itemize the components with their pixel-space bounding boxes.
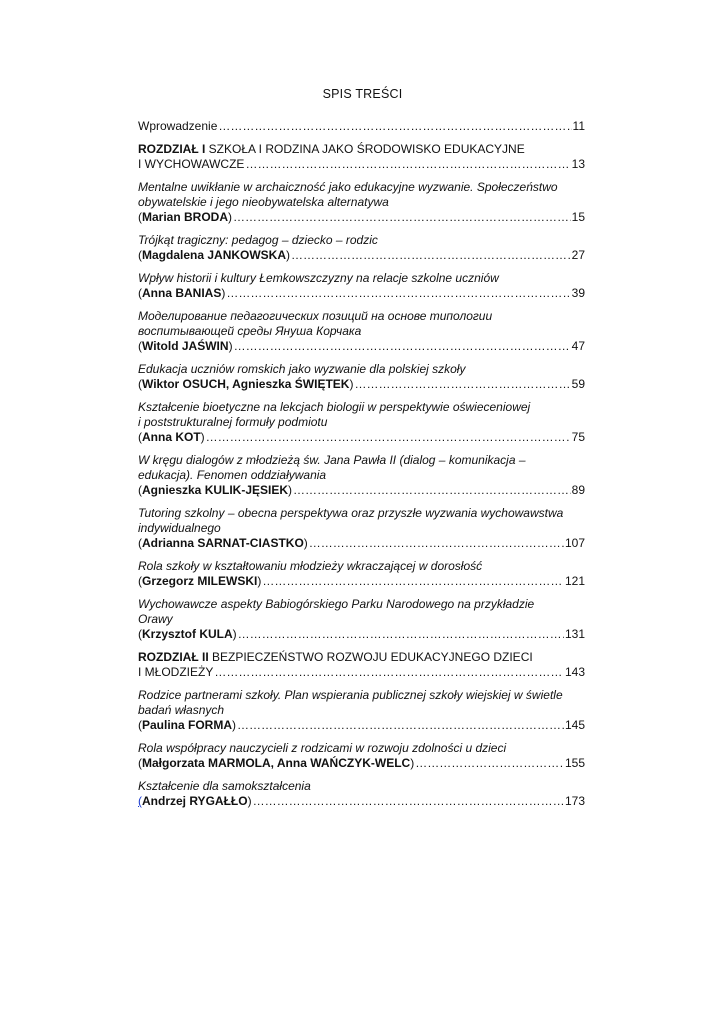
leader-dots — [206, 430, 571, 445]
paren-close: ) — [286, 248, 291, 262]
article-title: Trójkąt tragiczny: pedagog – dziecko – rodzic — [138, 233, 378, 247]
paren-close: ) — [228, 210, 233, 224]
paren-close: ) — [228, 339, 233, 353]
chapter-number: ROZDZIAŁ II — [138, 650, 209, 664]
toc-entry[interactable] — [138, 142, 585, 172]
table-of-contents — [138, 119, 585, 817]
chapter-title: SZKOŁA I RODZINA JAKO ŚRODOWISKO EDUKACYJNE — [205, 142, 525, 156]
page-number: 39 — [571, 286, 585, 300]
toc-entry[interactable] — [138, 233, 585, 263]
leader-dots — [291, 248, 571, 263]
page-number: 145 — [564, 718, 585, 732]
entry-title: Wprowadzenie — [138, 119, 218, 133]
toc-entry[interactable] — [138, 650, 585, 680]
toc-entry[interactable] — [138, 119, 585, 134]
page-number: 75 — [571, 430, 585, 444]
page-number: 143 — [564, 665, 585, 679]
author-line — [138, 718, 236, 733]
chapter-title-cont: I MŁODZIEŻY — [138, 665, 214, 679]
author-line — [138, 483, 292, 498]
page-number: 11 — [572, 119, 585, 133]
toc-row — [138, 248, 585, 263]
paren-close: ) — [257, 574, 262, 588]
article-title: Rola współpracy nauczycieli z rodzicami w rozwoju zdolności u dzieci — [138, 741, 507, 755]
article-title: Wychowawcze aspekty Babiogórskiego Parku Narodowego na przykładzie — [138, 597, 535, 611]
chapter-heading-line — [138, 142, 585, 157]
toc-row — [138, 210, 585, 225]
leader-dots — [415, 756, 564, 771]
toc-entry[interactable] — [138, 400, 585, 445]
paren-open: ( — [138, 248, 142, 262]
article-title: Rodzice partnerami szkoły. Plan wspierania publicznej szkoły wiejskiej w świetle — [138, 688, 563, 702]
paren-close: ) — [232, 627, 237, 641]
toc-row — [138, 627, 585, 642]
chapter-heading-line — [138, 650, 585, 665]
chapter-number: ROZDZIAŁ I — [138, 142, 206, 156]
authors: Małgorzata MARMOLA, Anna WAŃCZYK-WELC — [142, 756, 411, 770]
toc-entry[interactable] — [138, 741, 585, 771]
page-number: 15 — [571, 210, 585, 224]
paren-open: ( — [138, 794, 142, 808]
author-line — [138, 210, 232, 225]
author-line — [138, 430, 205, 445]
page-number: 131 — [564, 627, 585, 641]
toc-entry[interactable] — [138, 180, 585, 225]
article-title: Wpływ historii i kultury Łemkowszczyzny na relacje szkolne uczniów — [138, 271, 499, 285]
authors: Krzysztof KULA — [142, 627, 233, 641]
paren-open: ( — [138, 756, 142, 770]
authors: Grzegorz MILEWSKI — [142, 574, 258, 588]
paren-open: ( — [138, 483, 142, 497]
leader-dots — [253, 794, 564, 809]
leader-dots — [214, 665, 564, 680]
paren-open: ( — [138, 377, 142, 391]
page-title: SPIS TREŚCI — [322, 87, 403, 101]
author-line — [138, 286, 225, 301]
article-title: Tutoring szkolny – obecna perspektywa oraz przyszłe wyzwania wychowawstwa — [138, 506, 564, 520]
paren-open: ( — [138, 627, 142, 641]
toc-entry[interactable] — [138, 506, 585, 551]
toc-row — [138, 756, 585, 771]
toc-entry[interactable] — [138, 559, 585, 589]
paren-open: ( — [138, 718, 142, 732]
authors: Agnieszka KULIK-JĘSIEK — [142, 483, 289, 497]
page-number: 13 — [571, 157, 585, 171]
toc-row — [138, 339, 585, 354]
article-title: Edukacja uczniów romskich jako wyzwanie dla polskiej szkoły — [138, 362, 466, 376]
authors: Adrianna SARNAT-CIASTKO — [142, 536, 304, 550]
toc-row — [138, 157, 585, 172]
toc-row — [138, 286, 585, 301]
toc-row — [138, 430, 585, 445]
authors: Witold JAŚWIN — [142, 339, 229, 353]
authors: Anna BANIAS — [142, 286, 222, 300]
paren-close: ) — [200, 430, 205, 444]
chapter-title: BEZPIECZEŃSTWO ROZWOJU EDUKACYJNEGO DZIECI — [208, 650, 533, 664]
paren-open: ( — [138, 339, 142, 353]
toc-entry[interactable] — [138, 362, 585, 392]
page-number: 173 — [564, 794, 585, 808]
paren-open: ( — [138, 574, 142, 588]
article-title: Orawy — [138, 612, 173, 626]
article-title: Mentalne uwikłanie w archaiczność jako edukacyjne wyzwanie. Społeczeństwo — [138, 180, 558, 194]
article-title: W kręgu dialogów z młodzieżą św. Jana Pawła II (dialog – komunikacja – — [138, 453, 526, 467]
authors: Paulina FORMA — [142, 718, 233, 732]
toc-row — [138, 536, 585, 551]
leader-dots — [226, 286, 570, 301]
leader-dots — [233, 210, 571, 225]
authors: Marian BRODA — [142, 210, 229, 224]
chapter-title-cont: I WYCHOWAWCZE — [138, 157, 245, 171]
article-title: воспитывающей среды Януша Корчака — [138, 324, 362, 338]
article-title: edukacja). Fenomen oddziaływania — [138, 468, 327, 482]
leader-dots — [238, 627, 564, 642]
authors: Anna KOT — [142, 430, 201, 444]
article-title: obywatelskie i jego nieobywatelska alternatywa — [138, 195, 389, 209]
article-title: Kształcenie bioetyczne na lekcjach biologii w perspektywie oświeceniowej — [138, 400, 531, 414]
toc-entry[interactable] — [138, 453, 585, 498]
article-title: i poststrukturalnej formuły podmiotu — [138, 415, 328, 429]
paren-close: ) — [247, 794, 252, 808]
paren-open: ( — [138, 286, 142, 300]
article-title: badań własnych — [138, 703, 225, 717]
toc-row — [138, 377, 585, 392]
authors: Magdalena JANKOWSKA — [142, 248, 287, 262]
paren-close: ) — [349, 377, 354, 391]
paren-close: ) — [232, 718, 237, 732]
leader-dots — [245, 157, 570, 172]
author-line — [138, 339, 233, 354]
author-line — [138, 574, 261, 589]
paren-close: ) — [288, 483, 293, 497]
page-number: 121 — [564, 574, 585, 588]
leader-dots — [354, 377, 570, 392]
author-line — [138, 248, 290, 263]
leader-dots — [218, 119, 571, 134]
toc-entry[interactable] — [138, 271, 585, 301]
toc-row — [138, 718, 585, 733]
leader-dots — [262, 574, 564, 589]
paren-close: ) — [221, 286, 226, 300]
authors: Andrzej RYGAŁŁO — [142, 794, 248, 808]
toc-row — [138, 574, 585, 589]
toc-entry[interactable] — [138, 779, 585, 809]
toc-row — [138, 665, 585, 680]
article-title: Kształcenie dla samokształcenia — [138, 779, 311, 793]
paren-open: ( — [138, 210, 142, 224]
leader-dots — [237, 718, 564, 733]
article-title: indywidualnego — [138, 521, 221, 535]
toc-entry[interactable] — [138, 688, 585, 733]
leader-dots — [293, 483, 571, 498]
toc-row — [138, 794, 585, 809]
paren-close: ) — [303, 536, 308, 550]
page-number: 89 — [571, 483, 585, 497]
page-number: 155 — [564, 756, 585, 770]
page-number: 27 — [571, 248, 585, 262]
author-line — [138, 794, 252, 809]
author-line — [138, 536, 308, 551]
paren-close: ) — [410, 756, 415, 770]
page-number: 107 — [564, 536, 585, 550]
author-line — [138, 756, 414, 771]
toc-entry[interactable] — [138, 597, 585, 642]
toc-row — [138, 119, 585, 134]
toc-entry[interactable] — [138, 309, 585, 354]
author-line — [138, 377, 353, 392]
article-title: Rola szkoły w kształtowaniu młodzieży wkraczającej w dorosłość — [138, 559, 483, 573]
leader-dots — [309, 536, 564, 551]
toc-row — [138, 483, 585, 498]
author-line — [138, 627, 237, 642]
leader-dots — [234, 339, 571, 354]
page-number: 47 — [571, 339, 585, 353]
page-number: 59 — [571, 377, 585, 391]
article-title: Моделирование педагогических позиций на основе типологии — [138, 309, 493, 323]
authors: Wiktor OSUCH, Agnieszka ŚWIĘTEK — [142, 377, 350, 391]
paren-open: ( — [138, 536, 142, 550]
paren-open: ( — [138, 430, 142, 444]
